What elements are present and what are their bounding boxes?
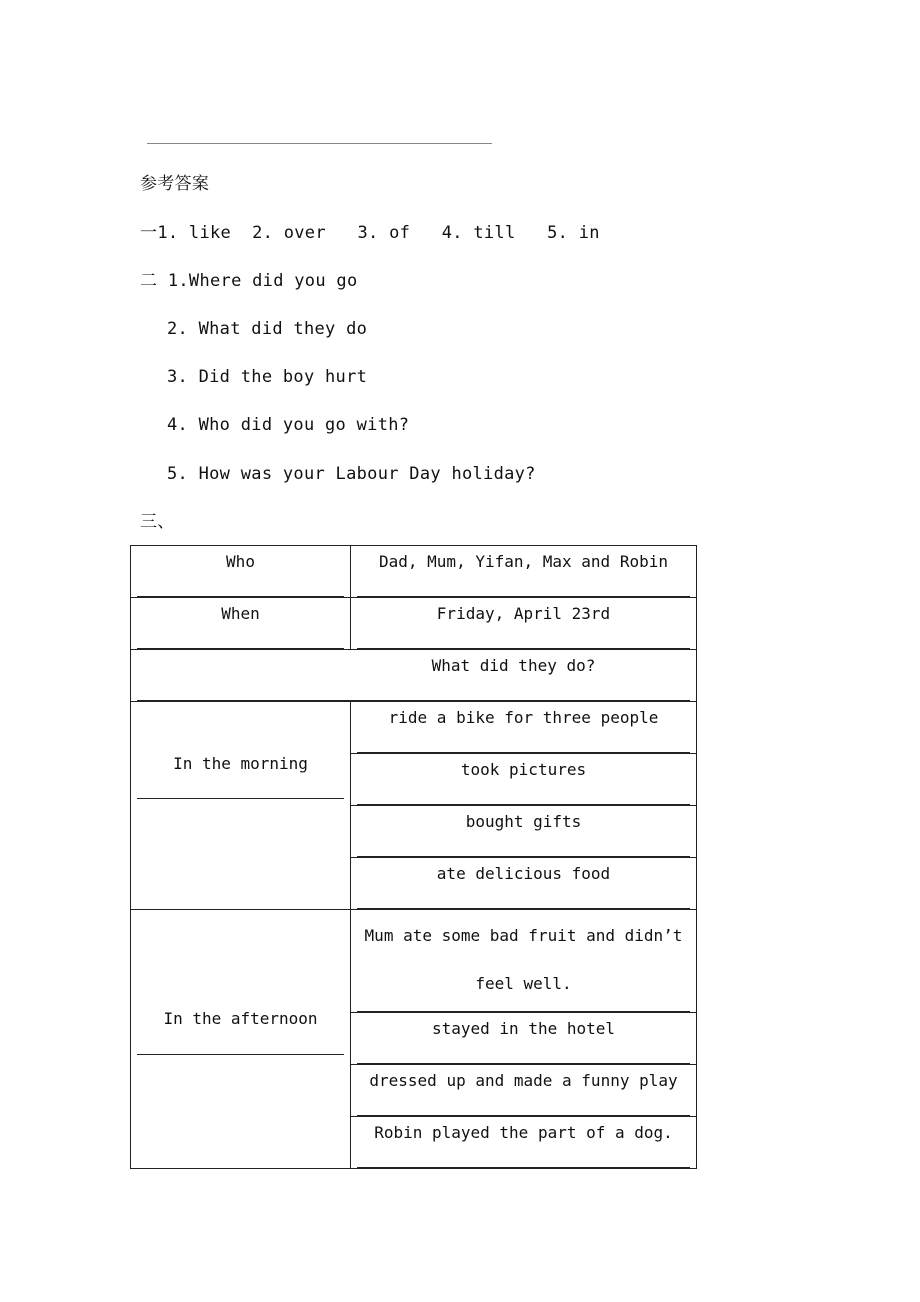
afternoon-label: In the afternoon <box>163 1009 318 1028</box>
section-1-number: 一 <box>140 223 158 243</box>
section-2-item-2: 2. What did they do <box>167 319 368 339</box>
answer-text: 1.Where did you go <box>167 271 358 291</box>
afternoon-activity: stayed in the hotel <box>431 1019 616 1038</box>
question-header: What did they do? <box>431 656 596 675</box>
afternoon-label-block <box>131 910 350 1163</box>
morning-label: In the morning <box>173 754 308 773</box>
who-value: Dad, Mum, Yifan, Max and Robin <box>379 552 668 571</box>
section-2-item-3: 3. Did the boy hurt <box>167 367 368 387</box>
morning-label-block <box>131 702 350 908</box>
section-2-item-1 <box>140 270 358 292</box>
answer-rule <box>137 798 344 799</box>
answer-rule <box>137 1054 344 1055</box>
section-1 <box>140 222 600 244</box>
table-row <box>131 546 697 598</box>
when-value: Friday, April 23rd <box>436 604 611 623</box>
table-row <box>131 598 697 650</box>
morning-activity: took pictures <box>460 760 587 779</box>
section-2-item-4: 4. Who did you go with? <box>167 415 410 435</box>
morning-activity: ride a bike for three people <box>388 708 659 727</box>
table-row <box>131 910 697 1013</box>
section-3-number: 三、 <box>140 512 175 532</box>
table-row <box>131 702 697 754</box>
afternoon-activity-multiline <box>351 910 696 1008</box>
afternoon-activity: Robin played the part of a dog. <box>374 1123 673 1142</box>
table-row <box>131 650 697 702</box>
morning-activity: bought gifts <box>465 812 582 831</box>
who-label: Who <box>226 552 255 571</box>
morning-activity: ate delicious food <box>436 864 611 883</box>
when-label: When <box>221 604 260 623</box>
top-divider <box>147 143 492 144</box>
afternoon-activity-line-2: feel well. <box>475 974 572 993</box>
answer-table <box>130 545 697 1169</box>
afternoon-activity: dressed up and made a funny play <box>369 1071 678 1090</box>
section-2-number: 二 <box>140 271 158 291</box>
answers-heading: 参考答案 <box>140 174 210 194</box>
section-1-answers: 1. like 2. over 3. of 4. till 5. in <box>157 223 600 243</box>
section-2-item-5: 5. How was your Labour Day holiday? <box>167 464 536 484</box>
afternoon-activity-line-1: Mum ate some bad fruit and didn’t <box>364 926 683 945</box>
